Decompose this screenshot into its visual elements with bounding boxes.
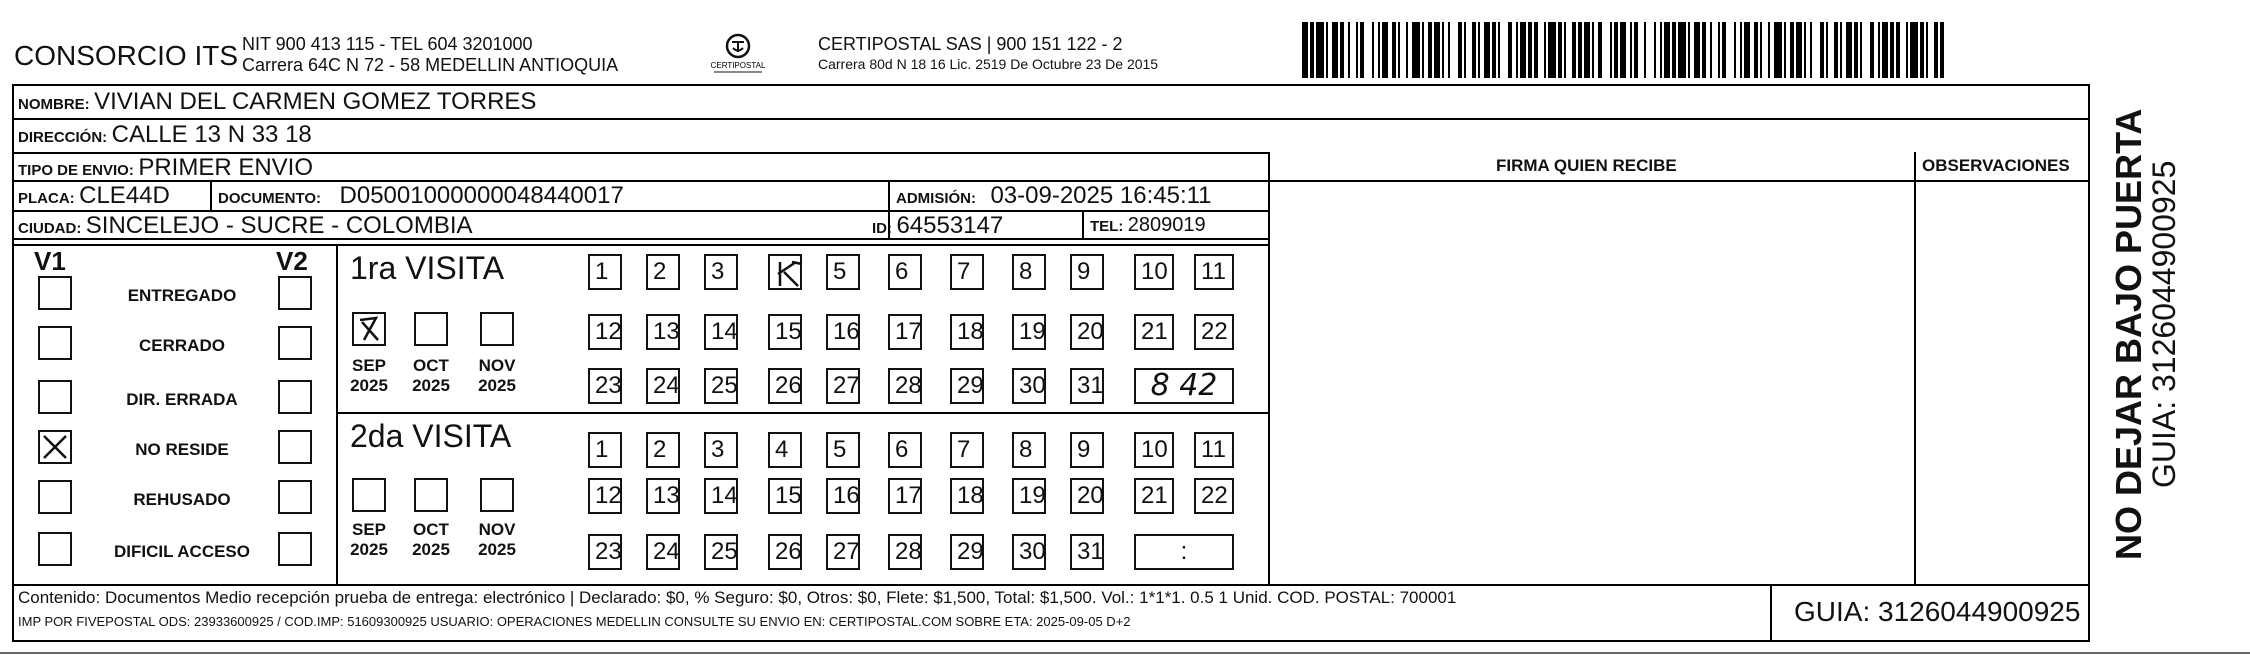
day-cell[interactable]: 9 <box>1070 254 1104 290</box>
month-checkbox[interactable] <box>480 478 514 512</box>
barcode-bar <box>1382 22 1388 78</box>
day-cell[interactable]: 10 <box>1134 254 1174 290</box>
month-checkbox[interactable] <box>352 478 386 512</box>
barcode-bar <box>1896 22 1900 78</box>
ciudad-row <box>18 212 473 240</box>
barcode-bar <box>1520 22 1526 78</box>
carrier-address: Carrera 80d N 18 16 Lic. 2519 De Octubre 23 De 2015 <box>818 56 1159 72</box>
day-cell[interactable]: 5 <box>826 432 860 468</box>
v1-header: V1 <box>34 246 66 276</box>
barcode-bar <box>1774 22 1782 78</box>
barcode-bar <box>1926 22 1928 78</box>
barcode-bar <box>1834 22 1838 78</box>
day-cell[interactable]: 17 <box>888 314 922 350</box>
day-cell[interactable] <box>768 254 802 290</box>
day-cell[interactable]: 31 <box>1070 534 1104 570</box>
barcode-bar <box>1598 22 1602 78</box>
barcode-bar <box>1620 22 1626 78</box>
day-cell[interactable]: 24 <box>646 368 680 404</box>
barcode-bar <box>1458 22 1462 78</box>
footer-divider <box>12 584 2090 586</box>
day-cell[interactable]: 6 <box>888 432 922 468</box>
barcode-bar <box>1564 22 1566 78</box>
barcode-bar <box>1810 22 1812 78</box>
logo-text: CERTIPOSTAL <box>710 61 766 70</box>
barcode-bar <box>1348 22 1350 78</box>
day-cell[interactable]: 12 <box>588 478 622 514</box>
day-cell[interactable]: 4 <box>768 432 802 468</box>
day-cell[interactable]: 13 <box>646 478 680 514</box>
month-label: OCT 2025 <box>412 356 450 395</box>
nombre-row <box>18 88 536 116</box>
barcode-bar <box>1820 22 1824 78</box>
barcode-bar <box>1710 22 1712 78</box>
v1-checkbox[interactable] <box>38 480 72 514</box>
placa-label: PLACA: <box>18 190 75 207</box>
direccion-row <box>18 121 312 149</box>
day-cell[interactable]: 10 <box>1134 432 1174 468</box>
day-cell[interactable]: 18 <box>950 314 984 350</box>
barcode-bar <box>1584 22 1590 78</box>
day-cell[interactable]: 1 <box>588 432 622 468</box>
table-left-border <box>12 84 14 642</box>
day-cell[interactable]: 24 <box>646 534 680 570</box>
day-cell[interactable]: 5 <box>826 254 860 290</box>
footer-guia: GUIA: 3126044900925 <box>1794 596 2081 627</box>
day-cell[interactable]: 30 <box>1012 534 1046 570</box>
id-label: ID: <box>872 220 892 237</box>
col-divider-placa <box>210 180 212 210</box>
barcode-bar <box>1448 22 1450 78</box>
day-cell[interactable]: 7 <box>950 432 984 468</box>
barcode-bar <box>1846 22 1852 78</box>
day-cell[interactable]: 27 <box>826 368 860 404</box>
day-cell[interactable]: 16 <box>826 314 860 350</box>
barcode-bar <box>1906 22 1908 78</box>
barcode-bar <box>1372 22 1374 78</box>
barcode-bar <box>1878 22 1880 78</box>
barcode-bar <box>1634 22 1638 78</box>
barcode-bar <box>1316 22 1324 78</box>
barcode-bar <box>1544 22 1546 78</box>
month-label: OCT 2025 <box>412 520 450 559</box>
barcode-bar <box>1688 22 1690 78</box>
v2-checkbox[interactable] <box>278 430 312 464</box>
month-checkbox[interactable] <box>352 312 386 346</box>
day-cell[interactable]: 31 <box>1070 368 1104 404</box>
barcode-bar <box>1678 22 1686 78</box>
month-label: SEP 2025 <box>350 356 388 395</box>
visit-time-field[interactable]: 8 42 <box>1134 368 1234 404</box>
admision-label: ADMISIÓN: <box>896 190 976 207</box>
id-cell <box>872 212 1003 240</box>
status-label: ENTREGADO <box>127 286 237 305</box>
admision-value: 03-09-2025 16:45:11 <box>990 182 1212 209</box>
day-cell[interactable]: 17 <box>888 478 922 514</box>
barcode-bar <box>1722 22 1726 78</box>
barcode-bar <box>1340 22 1344 78</box>
day-cell[interactable]: 15 <box>768 314 802 350</box>
day-cell[interactable]: 21 <box>1134 314 1174 350</box>
documento-label: DOCUMENTO: <box>218 190 322 207</box>
barcode-bar <box>1528 22 1532 78</box>
table-top-border <box>12 84 2090 86</box>
day-cell[interactable]: 23 <box>588 534 622 570</box>
day-cell[interactable]: 11 <box>1194 254 1234 290</box>
barcode-bar <box>1790 22 1794 78</box>
barcode-bar <box>1610 22 1612 78</box>
barcode-bar <box>1464 22 1466 78</box>
barcode-bar <box>1614 22 1618 78</box>
barcode-bar <box>1492 22 1496 78</box>
day-cell[interactable]: 29 <box>950 534 984 570</box>
barcode-bar <box>1920 22 1924 78</box>
v1-checkbox[interactable] <box>38 532 72 566</box>
scan-edge-line <box>0 652 2250 654</box>
barcode-bar <box>1654 22 1656 78</box>
col-divider-firma <box>1268 152 1270 584</box>
barcode-bar <box>1804 22 1806 78</box>
tipo-envio-value: PRIMER ENVIO <box>138 154 314 181</box>
barcode-bar <box>1592 22 1594 78</box>
documento-value: D05001000000048440017 <box>339 182 624 209</box>
footer-print-info: IMP POR FIVEPOSTAL ODS: 23933600925 / COD.IMP: 51609300925 USUARIO: OPERACIONES MEDELLIN CONSULTE SU ENVIO EN: CERTIPOSTAL.COM SOBRE ETA: 2025-09-05 D+2 <box>18 614 1131 629</box>
barcode-bar <box>1484 22 1490 78</box>
v2-checkbox[interactable] <box>278 326 312 360</box>
day-cell[interactable]: 6 <box>888 254 922 290</box>
day-cell[interactable]: 15 <box>768 478 802 514</box>
day-cell[interactable]: 9 <box>1070 432 1104 468</box>
day-cell[interactable]: 26 <box>768 534 802 570</box>
barcode-bar <box>1516 22 1518 78</box>
v1-checkbox[interactable] <box>38 380 72 414</box>
side-guia: GUIA: 3126044900925 <box>2146 160 2182 488</box>
barcode-bar <box>1934 22 1938 78</box>
day-cell[interactable]: 30 <box>1012 368 1046 404</box>
first-visit-title: 1ra VISITA <box>350 250 505 286</box>
barcode-bar <box>1940 22 1944 78</box>
barcode-bar <box>1860 22 1862 78</box>
company-address: Carrera 64C N 72 - 58 MEDELLIN ANTIOQUIA <box>242 55 619 75</box>
company-name: CONSORCIO ITS <box>14 40 239 71</box>
barcode-bar <box>1740 22 1742 78</box>
footer-content: Contenido: Documentos Medio recepción prueba de entrega: electrónico | Declarado: $0, % Seguro: $0, Otros: $0, Flete: $1,500, Total: $1,500. Vol.: 1*1*1. 0.5 1 Unid. COD. POSTAL: 700001 <box>18 588 1457 607</box>
nombre-label: NOMBRE: <box>18 96 90 113</box>
company-nit: NIT 900 413 115 - TEL 604 3201000 <box>242 34 533 54</box>
day-cell[interactable]: 3 <box>704 254 738 290</box>
barcode-bar <box>1478 22 1480 78</box>
certipostal-logo-icon <box>706 32 770 78</box>
v1-checkbox[interactable] <box>38 326 72 360</box>
tel-label: TEL: <box>1090 218 1124 235</box>
barcode-bar <box>1702 22 1706 78</box>
day-cell[interactable]: 2 <box>646 432 680 468</box>
barcode-bar <box>1578 22 1582 78</box>
barcode-bar <box>1870 22 1874 78</box>
day-cell[interactable]: 26 <box>768 368 802 404</box>
barcode-bar <box>1644 22 1646 78</box>
barcode-bar <box>1310 22 1314 78</box>
barcode-bar <box>1548 22 1556 78</box>
barcode-bar <box>1326 22 1328 78</box>
barcode-bar <box>1664 22 1670 78</box>
carrier-name: CERTIPOSTAL SAS | 900 151 122 - 2 <box>818 34 1123 54</box>
barcode-bar <box>1910 22 1918 78</box>
second-visit-title: 2da VISITA <box>350 418 512 454</box>
barcode-bar <box>1558 22 1562 78</box>
day-cell[interactable]: 2 <box>646 254 680 290</box>
ciudad-label: CIUDAD: <box>18 220 82 237</box>
barcode-bar <box>1718 22 1720 78</box>
barcode-bar <box>1398 22 1400 78</box>
day-cell[interactable]: 19 <box>1012 478 1046 514</box>
day-cell[interactable]: 8 <box>1012 432 1046 468</box>
day-cell[interactable]: 7 <box>950 254 984 290</box>
day-cell[interactable]: 8 <box>1012 254 1046 290</box>
tel-cell <box>1090 214 1206 237</box>
barcode-bar <box>1422 22 1424 78</box>
barcode-bar <box>1332 22 1338 78</box>
barcode-bar <box>1840 22 1842 78</box>
v1-checkbox[interactable] <box>38 276 72 310</box>
side-warning: NO DEJAR BAJO PUERTA <box>2108 108 2149 560</box>
day-cell[interactable]: 28 <box>888 534 922 570</box>
admision-cell <box>896 182 1212 210</box>
direccion-label: DIRECCIÓN: <box>18 129 108 146</box>
barcode-bar <box>1768 22 1770 78</box>
barcode-bar <box>1498 22 1500 78</box>
row-divider <box>12 118 2090 120</box>
table-bottom-border <box>12 640 2090 642</box>
barcode-bar <box>1392 22 1396 78</box>
month-checkbox[interactable] <box>414 312 448 346</box>
observaciones-header: OBSERVACIONES <box>1922 156 2070 175</box>
v2-header: V2 <box>276 246 308 276</box>
v2-checkbox[interactable] <box>278 276 312 310</box>
barcode-bar <box>1826 22 1828 78</box>
direccion-value: CALLE 13 N 33 18 <box>111 121 312 148</box>
day-cell[interactable]: 14 <box>704 314 738 350</box>
barcode-bar <box>1760 22 1762 78</box>
barcode-bar <box>1508 22 1512 78</box>
barcode-bar <box>1744 22 1750 78</box>
day-cell[interactable]: 12 <box>588 314 622 350</box>
day-cell[interactable]: 20 <box>1070 314 1104 350</box>
barcode-bar <box>1660 22 1662 78</box>
day-cell[interactable]: 27 <box>826 534 860 570</box>
barcode-bar <box>1360 22 1364 78</box>
status-label: DIR. ERRADA <box>126 390 238 409</box>
barcode-bar <box>1694 22 1700 78</box>
barcode-bar <box>1754 22 1758 78</box>
month-label: NOV 2025 <box>478 520 516 559</box>
v2-checkbox[interactable] <box>278 532 312 566</box>
day-cell[interactable]: 18 <box>950 478 984 514</box>
barcode-bar <box>1434 22 1440 78</box>
v1-checkbox[interactable] <box>38 430 72 464</box>
barcode-bar <box>1428 22 1432 78</box>
tipo-envio-row <box>18 154 313 182</box>
barcode-bar <box>1406 22 1408 78</box>
day-cell[interactable]: 3 <box>704 432 738 468</box>
placa-cell <box>18 182 170 210</box>
day-cell[interactable]: 29 <box>950 368 984 404</box>
id-value: 64553147 <box>896 212 1004 239</box>
col-divider-tel <box>1082 210 1084 238</box>
tipo-envio-label: TIPO DE ENVIO: <box>18 162 134 179</box>
day-cell[interactable]: 14 <box>704 478 738 514</box>
placa-value: CLE44D <box>79 182 170 209</box>
barcode-bar <box>1412 22 1420 78</box>
barcode-bar <box>1534 22 1538 78</box>
barcode-bar <box>1784 22 1786 78</box>
ciudad-value: SINCELEJO - SUCRE - COLOMBIA <box>85 212 473 239</box>
month-checkbox[interactable] <box>480 312 514 346</box>
barcode-bar <box>1356 22 1358 78</box>
day-cell[interactable]: 22 <box>1194 478 1234 514</box>
day-cell[interactable]: 1 <box>588 254 622 290</box>
barcode-bar <box>1672 22 1676 78</box>
table-right-border <box>2088 84 2090 642</box>
barcode-bar <box>1302 22 1308 78</box>
day-cell[interactable]: 16 <box>826 478 860 514</box>
documento-cell <box>218 182 624 210</box>
tel-value: 2809019 <box>1127 214 1206 236</box>
month-label: SEP 2025 <box>350 520 388 559</box>
month-label: NOV 2025 <box>478 356 516 395</box>
row-divider <box>12 244 1270 246</box>
barcode-bar <box>1796 22 1802 78</box>
day-cell[interactable]: 23 <box>588 368 622 404</box>
barcode-bar <box>1890 22 1894 78</box>
v2-checkbox[interactable] <box>278 380 312 414</box>
barcode <box>1302 22 1942 78</box>
visit-time-field[interactable]: : <box>1134 534 1234 570</box>
month-checkbox[interactable] <box>414 478 448 512</box>
col-divider-visitas <box>336 244 338 584</box>
firma-header: FIRMA QUIEN RECIBE <box>1496 156 1677 175</box>
day-cell[interactable]: 28 <box>888 368 922 404</box>
day-cell[interactable]: 19 <box>1012 314 1046 350</box>
barcode-bar <box>1572 22 1576 78</box>
status-label: CERRADO <box>139 336 225 355</box>
day-cell[interactable]: 11 <box>1194 432 1234 468</box>
day-cell[interactable]: 21 <box>1134 478 1174 514</box>
status-label: NO RESIDE <box>135 440 229 459</box>
col-divider-obs <box>1914 152 1916 584</box>
col-divider-guia <box>1770 584 1772 642</box>
barcode-bar <box>1734 22 1736 78</box>
v2-checkbox[interactable] <box>278 480 312 514</box>
status-label: REHUSADO <box>133 490 231 509</box>
status-label: DIFICIL ACCESO <box>113 542 250 561</box>
barcode-bar <box>1630 22 1632 78</box>
barcode-bar <box>1442 22 1444 78</box>
day-cell[interactable]: 20 <box>1070 478 1104 514</box>
day-cell[interactable]: 13 <box>646 314 680 350</box>
visit-divider <box>336 412 1270 414</box>
barcode-bar <box>1378 22 1380 78</box>
day-cell[interactable]: 25 <box>704 368 738 404</box>
day-cell[interactable]: 25 <box>704 534 738 570</box>
nombre-value: VIVIAN DEL CARMEN GOMEZ TORRES <box>94 88 537 115</box>
barcode-bar <box>1472 22 1476 78</box>
barcode-bar <box>1882 22 1888 78</box>
barcode-bar <box>1854 22 1858 78</box>
day-cell[interactable]: 22 <box>1194 314 1234 350</box>
